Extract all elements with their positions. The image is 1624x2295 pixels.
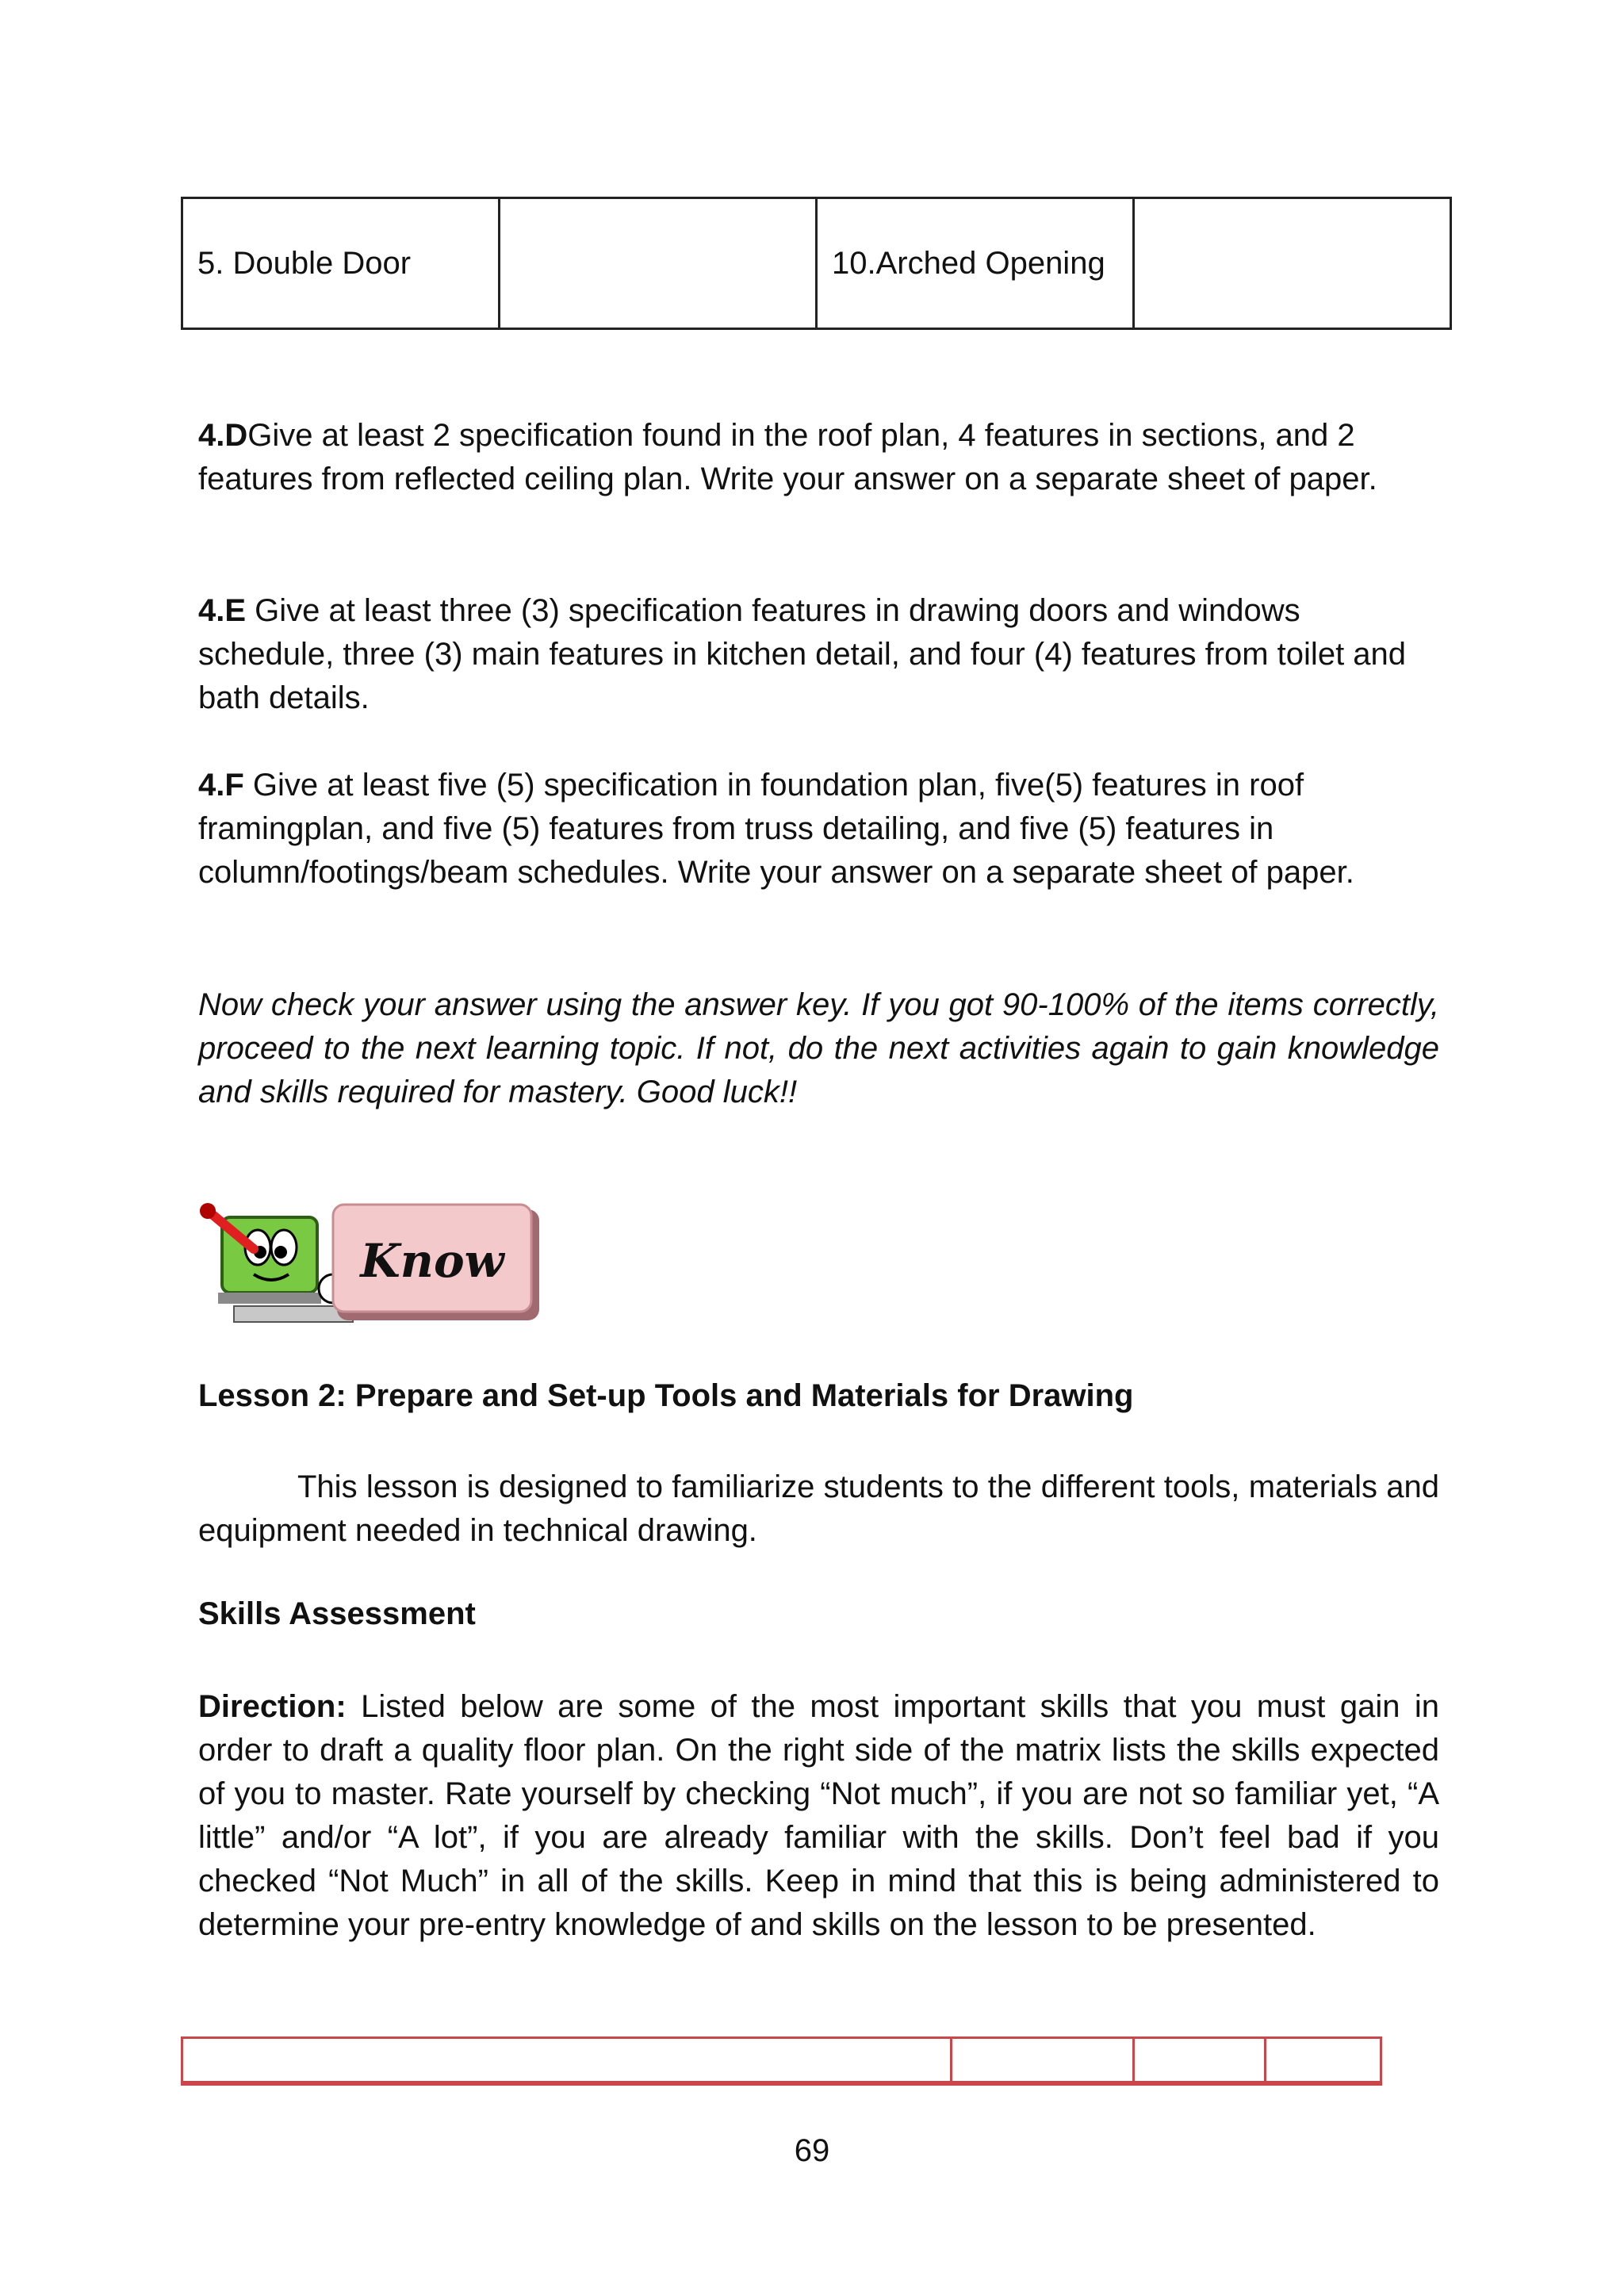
matrix-cell-skill — [182, 2038, 952, 2084]
matrix-cell-a-little[interactable] — [1134, 2038, 1266, 2084]
section-4f-text: Give at least five (5) specification in foundation plan, five(5) features in roof framingplan, and five (5) features from truss detailing, and five (5) features in column/footings/beam schedules. Write your answer on a separate sheet of paper. — [198, 768, 1354, 890]
table-cell-answer-5[interactable] — [500, 198, 817, 329]
table-cell-answer-10[interactable] — [1134, 198, 1451, 329]
check-answer-note: Now check your answer using the answer key. If you got 90-100% of the items correctly, proceed to the next learning topic. If not, do the next activities again to gain knowledge and skills required for mastery. Good luck!! — [198, 987, 1439, 1109]
table-cell-item-10: 10.Arched Opening — [817, 198, 1134, 329]
direction-paragraph — [198, 1685, 1439, 1947]
know-label: Know — [360, 1234, 504, 1288]
page-number: 69 — [794, 2133, 830, 2168]
direction-text: Listed below are some of the most important skills that you must gain in order to draft a quality floor plan. On the right side of the matrix lists the skills expected of you to master. Rate yourself by checking “Not much”, if you are not so familiar yet, “A little” and/or “A lot”, if you are already familiar with the skills. Don’t feel bad if you checked “Not Much” in all of the skills. Keep in mind that this is being administered to determine your pre-entry knowledge of and skills on the lesson to be presented. — [198, 1689, 1439, 1942]
section-4e-text: Give at least three (3) specification features in drawing doors and windows schedule, three (3) main features in kitchen detail, and four (4) features from toilet and bath details. — [198, 593, 1407, 715]
section-4e — [198, 589, 1435, 720]
lesson-title: Lesson 2: Prepare and Set-up Tools and Materials for Drawing — [198, 1378, 1134, 1413]
items-table — [181, 197, 1452, 330]
section-4d-text: Give at least 2 specification found in the roof plan, 4 features in sections, and 2 features from reflected ceiling plan. Write your answer on a separate sheet of paper. — [198, 418, 1377, 496]
table-cell-item-5: 5. Double Door — [182, 198, 500, 329]
know-icon — [198, 1201, 547, 1328]
matrix-cell-a-lot[interactable] — [1266, 2038, 1381, 2084]
section-4d-label: 4.D — [198, 418, 248, 453]
lesson-intro: This lesson is designed to familiarize students to the different tools, materials and equipment needed in technical drawing. — [198, 1469, 1439, 1548]
table-row — [182, 2038, 1381, 2084]
table-row — [182, 198, 1451, 329]
skills-matrix-table — [181, 2036, 1382, 2086]
direction-label: Direction: — [198, 1689, 347, 1724]
section-4d — [198, 414, 1435, 501]
matrix-cell-not-much[interactable] — [952, 2038, 1134, 2084]
section-4f-label: 4.F — [198, 768, 244, 803]
skills-assessment-heading: Skills Assessment — [198, 1596, 476, 1631]
section-4f — [198, 764, 1435, 895]
section-4e-label: 4.E — [198, 593, 247, 628]
